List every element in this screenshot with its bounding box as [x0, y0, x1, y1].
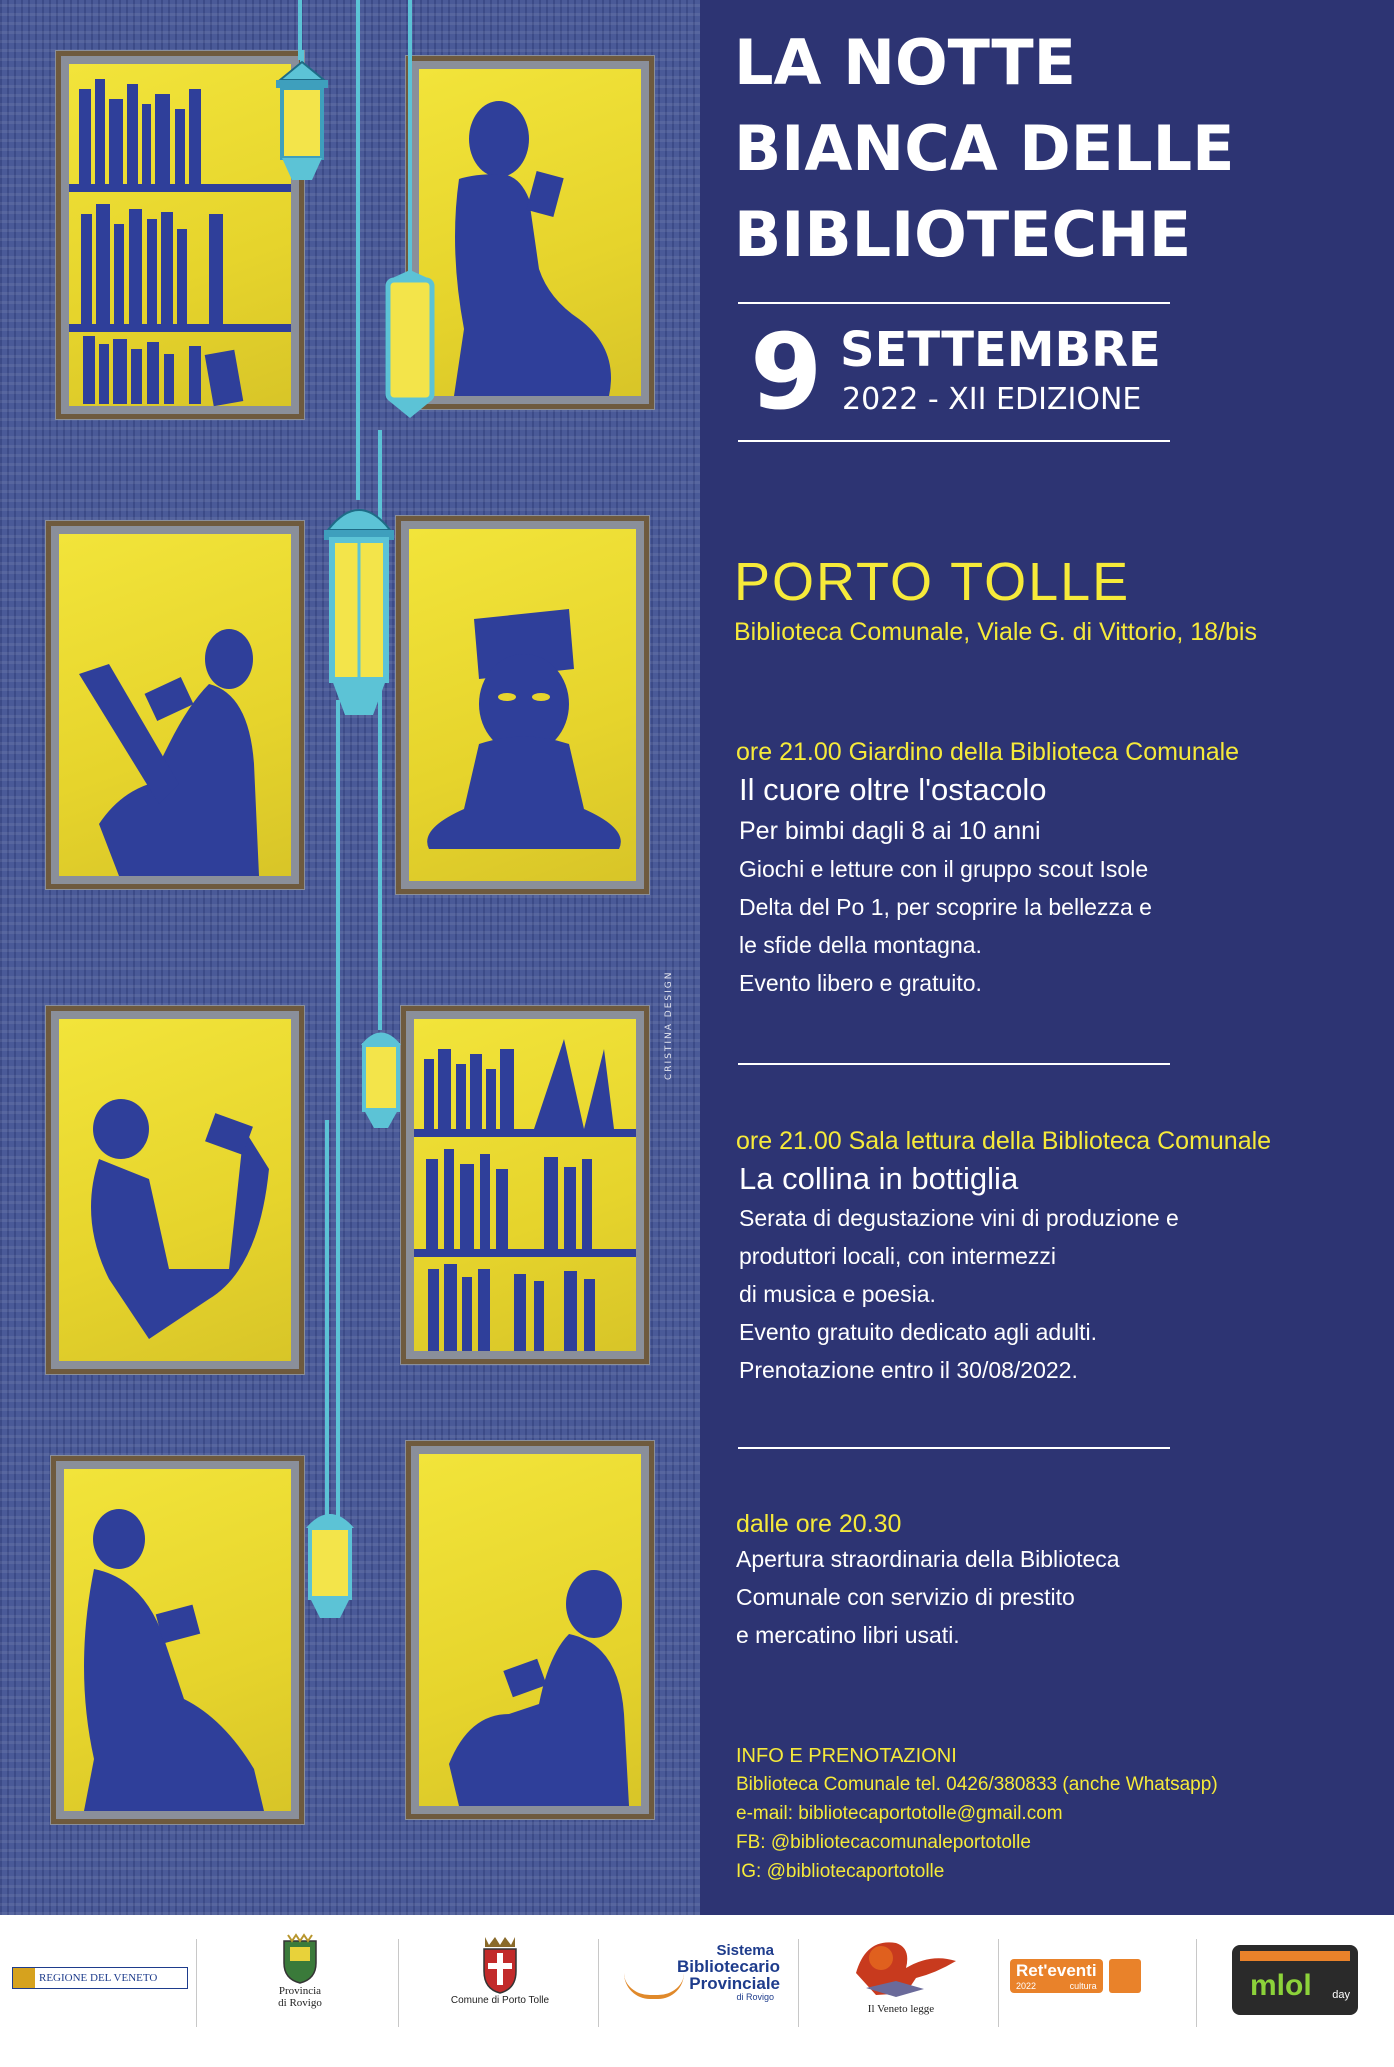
- info-phone: Biblioteca Comunale tel. 0426/380833 (anche Whatsapp): [736, 1774, 1218, 1795]
- comune-text: Comune di Porto Tolle: [450, 1995, 550, 2006]
- event-line: Evento gratuito dedicato agli adulti.: [739, 1319, 1098, 1345]
- window-bookshelf-2: [400, 1005, 650, 1365]
- window-reader-reclined: [45, 1005, 305, 1375]
- event-item: [736, 736, 1239, 1002]
- mlol-top-strip: [1240, 1951, 1350, 1961]
- reteventi-sub: cultura: [1069, 1981, 1097, 1991]
- lantern-icon: [318, 490, 400, 724]
- lamp-cable: [408, 0, 412, 280]
- event-time: ore 21.00 Giardino della Biblioteca Comunale: [736, 738, 1240, 766]
- event-item: [736, 1508, 1120, 1654]
- divider: [738, 1063, 1170, 1065]
- contact-info: [736, 1742, 1218, 1886]
- sistema-text: Bibliotecario: [677, 1957, 780, 1976]
- sistema-text: di Rovigo: [736, 1992, 774, 2002]
- info-heading: INFO E PRENOTAZIONI: [736, 1745, 957, 1767]
- sistema-text: Provinciale: [689, 1974, 780, 1993]
- event-line: le sfide della montagna.: [739, 932, 982, 958]
- event-line: di musica e poesia.: [739, 1281, 936, 1307]
- event-line: produttori locali, con intermezzi: [739, 1243, 1057, 1269]
- logo-divider: [196, 1939, 197, 2027]
- event-time: ore 21.00 Sala lettura della Biblioteca Comunale: [736, 1127, 1272, 1155]
- divider: [738, 302, 1170, 304]
- illustration: [0, 0, 700, 1915]
- provincia-rovigo-logo: [250, 1933, 350, 2033]
- sistema-bibliotecario-logo: [620, 1943, 780, 2043]
- regione-badge-icon: [1109, 1959, 1141, 1993]
- lantern-icon: [356, 1020, 406, 1134]
- divider: [738, 440, 1170, 442]
- window-reader-corner: [405, 1440, 655, 1820]
- event-line: e mercatino libri usati.: [736, 1622, 960, 1648]
- window-reader-legs-up: [45, 520, 305, 890]
- event-edition: 2022 - XII EDIZIONE: [842, 382, 1142, 417]
- divider: [738, 1447, 1170, 1449]
- logo-divider: [998, 1939, 999, 2027]
- reteventi-text: Ret'eventi: [1016, 1961, 1097, 1980]
- mlol-text: mlol: [1250, 1969, 1312, 2002]
- lantern-icon: [380, 270, 440, 424]
- sistema-text: Sistema: [716, 1942, 774, 1959]
- logo-divider: [398, 1939, 399, 2027]
- event-line: Prenotazione entro il 30/08/2022.: [739, 1357, 1078, 1383]
- lion-icon: [13, 1968, 35, 1988]
- event-title: Il cuore oltre l'ostacolo: [739, 772, 1047, 807]
- title-line: BIBLIOTECHE: [734, 198, 1192, 271]
- comune-porto-tolle-logo: [425, 1933, 575, 2033]
- window-reader-book-face: [395, 515, 650, 895]
- sponsor-logos: [0, 1915, 1394, 2048]
- info-instagram: IG: @bibliotecaportotolle: [736, 1861, 945, 1882]
- event-line: Serata di degustazione vini di produzione e: [739, 1205, 1179, 1231]
- location-city: PORTO TOLLE: [734, 552, 1131, 612]
- event-title: La collina in bottiglia: [739, 1161, 1019, 1196]
- event-item: [736, 1125, 1271, 1389]
- reteventi-year: 2022: [1016, 1981, 1037, 1991]
- regione-veneto-logo: [12, 1967, 188, 2067]
- event-line: Comunale con servizio di prestito: [736, 1584, 1075, 1610]
- title-line: BIANCA DELLE: [734, 112, 1235, 185]
- logo-divider: [598, 1939, 599, 2027]
- event-day: 9: [750, 311, 823, 433]
- event-month: SETTEMBRE: [840, 322, 1161, 378]
- info-panel: [700, 0, 1394, 1915]
- lamp-cable: [325, 1120, 329, 1520]
- event-time: dalle ore 20.30: [736, 1510, 902, 1538]
- info-email: e-mail: bibliotecaportotolle@gmail.com: [736, 1803, 1063, 1824]
- regione-veneto-text: REGIONE DEL VENETO: [39, 1972, 158, 1984]
- veneto-legge-logo: [826, 1933, 976, 2033]
- event-line: Giochi e letture con il gruppo scout Isole: [739, 856, 1149, 882]
- event-line: Delta del Po 1, per scoprire la bellezza e: [739, 894, 1152, 920]
- lamp-cable: [356, 0, 360, 500]
- mlol-logo: [1232, 1945, 1358, 2045]
- window-reader-knees: [50, 1455, 305, 1825]
- event-line: Apertura straordinaria della Biblioteca: [736, 1546, 1120, 1572]
- event-line: Evento libero e gratuito.: [739, 970, 982, 996]
- logo-divider: [1196, 1939, 1197, 2027]
- lantern-icon: [300, 1500, 360, 1624]
- illustration-credit: CRISTINA DESIGN: [664, 970, 674, 1080]
- logo-divider: [798, 1939, 799, 2027]
- location-address: Biblioteca Comunale, Viale G. di Vittorio, 18/bis: [734, 618, 1257, 646]
- winged-lion-icon: [836, 1933, 966, 2003]
- provincia-text: Provincia: [278, 1985, 322, 1997]
- veneto-legge-text: Il Veneto legge: [867, 2003, 935, 2015]
- provincia-text: di Rovigo: [278, 1997, 322, 2009]
- window-reader-seated: [405, 55, 655, 410]
- reteventi-logo: [1010, 1959, 1185, 2059]
- lantern-icon: [262, 50, 342, 189]
- crest-icon: [479, 1933, 521, 1995]
- info-facebook: FB: @bibliotecacomunaleportotolle: [736, 1832, 1031, 1853]
- lamp-cable: [336, 700, 340, 1520]
- crest-icon: [280, 1933, 320, 1985]
- event-subtitle: Per bimbi dagli 8 ai 10 anni: [739, 817, 1041, 845]
- mlol-day: day: [1332, 1989, 1350, 2001]
- page-title: [734, 20, 1234, 278]
- title-line: LA NOTTE: [734, 26, 1077, 99]
